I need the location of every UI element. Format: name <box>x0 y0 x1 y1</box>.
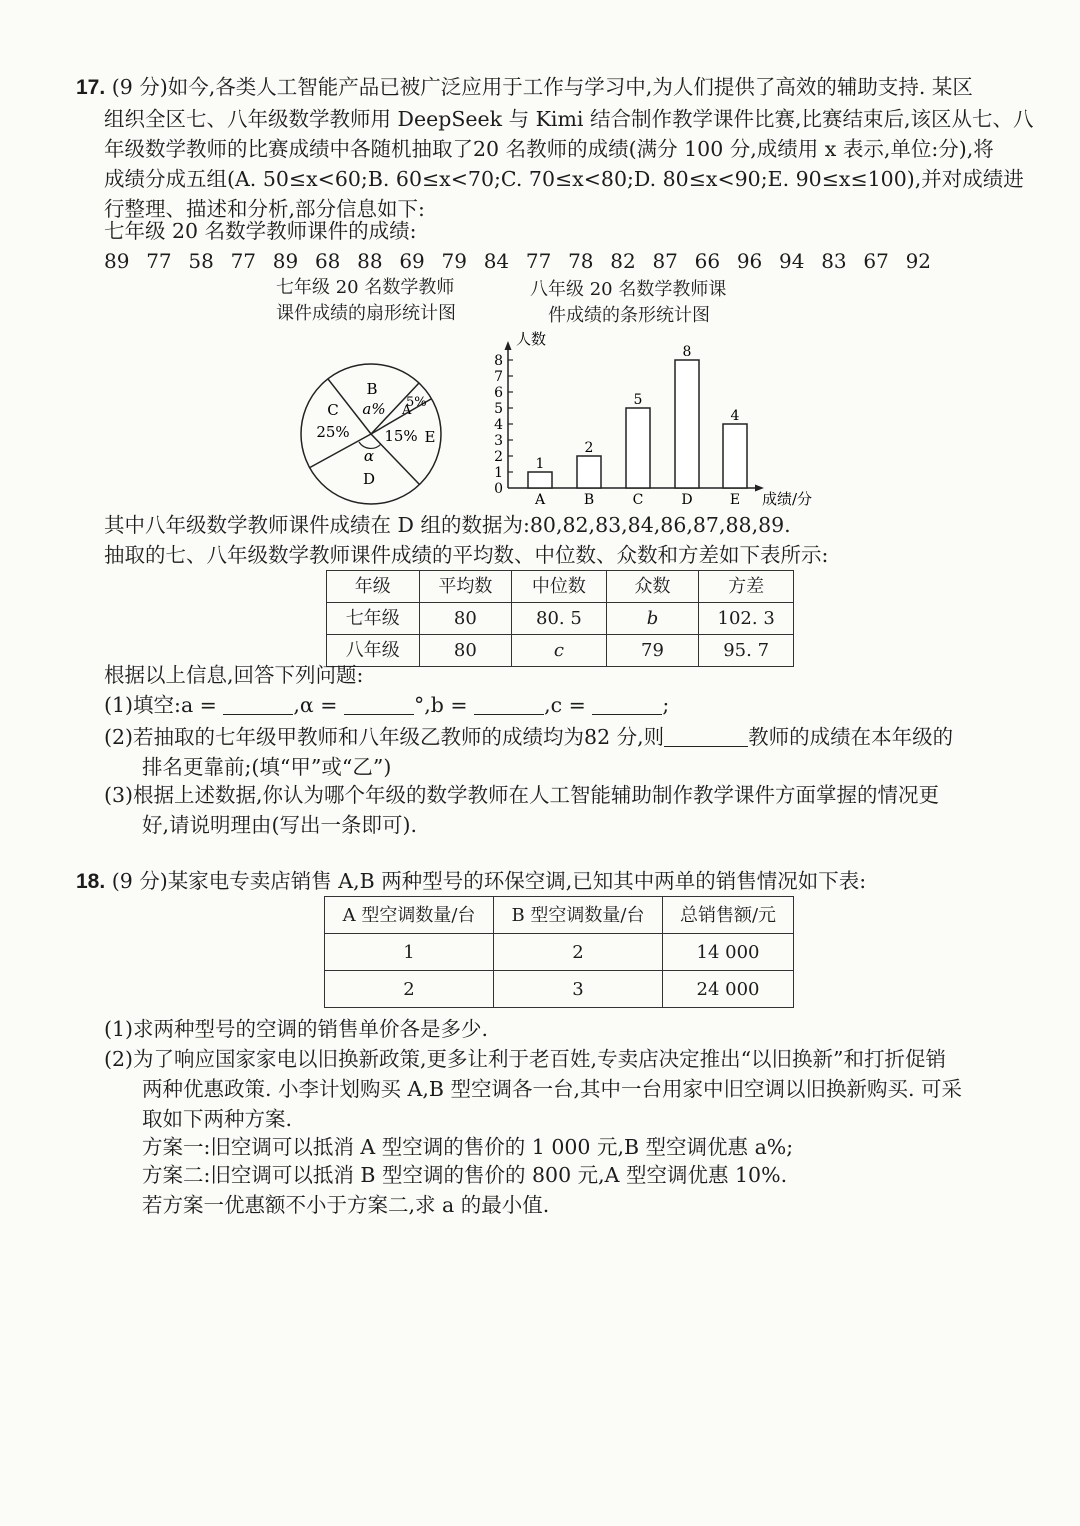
blank-part2[interactable] <box>664 724 748 747</box>
stats-table <box>326 570 794 667</box>
stats-header-cell: 众数 <box>606 571 699 603</box>
q18-intro-line <box>76 866 866 897</box>
pie-label-d: D <box>362 470 376 488</box>
score-value: 58 <box>188 249 214 273</box>
bar-y-tick-label: 4 <box>494 417 503 433</box>
q18-question: 若方案一优惠额不小于方案二,求 a 的最小值. <box>142 1193 550 1217</box>
q17-part2-line1 <box>104 722 953 753</box>
q18-plan1: 方案一:旧空调可以抵消 A 型空调的售价的 1 000 元,B 型空调优惠 a%; <box>142 1135 794 1159</box>
sales-header-cell: 总销售额/元 <box>663 897 794 934</box>
score-value: 84 <box>483 249 510 273</box>
bar-C <box>626 408 650 488</box>
q18-plan2: 方案二:旧空调可以抵消 B 型空调的售价的 800 元,A 型空调优惠 10%. <box>142 1163 788 1187</box>
part1-end: ; <box>662 693 670 717</box>
pie-chart <box>296 356 466 516</box>
sales-table <box>324 896 794 1008</box>
bar-value-label: 4 <box>730 408 740 424</box>
pie-title-1: 七年级 20 名数学教师 <box>276 277 455 298</box>
pie-label-alpha: α <box>363 447 375 465</box>
pie-title-2: 课件成绩的扇形统计图 <box>276 303 456 324</box>
pie-label-e-pct: 15% <box>384 427 418 445</box>
score-value: 82 <box>610 249 636 273</box>
bar-y-tick-label: 6 <box>494 385 503 401</box>
q17-number: 17. <box>76 76 106 99</box>
q17-table-intro: 抽取的七、八年级数学教师课件成绩的平均数、中位数、众数和方差如下表所示: <box>104 543 829 567</box>
bar-D <box>675 360 699 488</box>
stats-cell: 80. 5 <box>512 603 607 635</box>
sales-cell: 14 000 <box>663 934 794 971</box>
score-value: 68 <box>314 249 341 273</box>
bar-y-arrow <box>505 341 512 350</box>
stats-cell: 102. 3 <box>699 603 794 635</box>
score-value: 69 <box>399 249 425 273</box>
bar-category-label: B <box>583 492 595 508</box>
q18-part2-line3: 取如下两种方案. <box>142 1107 293 1131</box>
q17-part1 <box>104 690 669 721</box>
bar-value-label: 1 <box>535 456 545 472</box>
pie-label-e: E <box>424 428 436 446</box>
pie-label-c-pct: 25% <box>316 423 350 441</box>
part2-text-a: (2)若抽取的七年级甲教师和八年级乙教师的成绩均为82 分,则 <box>104 725 665 749</box>
bar-y-tick-label: 1 <box>494 465 503 481</box>
q18-intro: (9 分)某家电专卖店销售 A,B 两种型号的环保空调,已知其中两单的销售情况如下表: <box>111 869 867 893</box>
q17-line-2: 组织全区七、八年级数学教师用 DeepSeek 与 Kimi 结合制作教学课件比赛,比赛结束后,该区从七、八 <box>104 107 1034 131</box>
part1-prefix: (1)填空:a = <box>104 693 217 717</box>
score-value: 89 <box>104 249 130 273</box>
stats-row <box>327 603 794 635</box>
bar-y-tick-label: 7 <box>494 369 503 385</box>
stats-header-cell: 方差 <box>699 571 794 603</box>
score-value: 77 <box>525 249 552 273</box>
blank-alpha[interactable] <box>344 692 414 715</box>
blank-c[interactable] <box>592 692 662 715</box>
score-value: 94 <box>779 249 805 273</box>
score-value: 77 <box>230 249 257 273</box>
sales-cell: 24 000 <box>663 971 794 1008</box>
score-value: 92 <box>905 249 932 273</box>
q17-part2-line2: 排名更靠前;(填“甲”或“乙”) <box>142 755 392 779</box>
score-value: 66 <box>694 249 721 273</box>
stats-header-row <box>327 571 794 603</box>
stats-header-cell: 年级 <box>327 571 420 603</box>
part2-text-b: 教师的成绩在本年级的 <box>748 725 954 749</box>
bar-value-label: 5 <box>633 392 643 408</box>
stats-cell: 95. 7 <box>699 635 794 667</box>
score-value: 67 <box>863 249 889 273</box>
q17-d-group: 其中八年级数学教师课件成绩在 D 组的数据为:80,82,83,84,86,87,88,89. <box>104 513 791 537</box>
stats-cell: 八年级 <box>327 635 420 667</box>
sales-row <box>325 971 794 1008</box>
sales-row <box>325 934 794 971</box>
q17-line-5: 行整理、描述和分析,部分信息如下: <box>104 197 425 221</box>
q17-line-3: 年级数学教师的比赛成绩中各随机抽取了20 名教师的成绩(满分 100 分,成绩用 x 表示,单位:分),将 <box>104 137 994 161</box>
stats-header-cell: 平均数 <box>419 571 512 603</box>
stats-cell: 七年级 <box>327 603 420 635</box>
q17-line-1 <box>76 72 973 103</box>
bar-A <box>528 472 552 488</box>
bar-E <box>723 424 747 488</box>
sales-header-row <box>325 897 794 934</box>
bar-chart <box>476 326 836 510</box>
grade7-scores-list <box>104 246 948 277</box>
pie-label-a: A <box>402 403 412 418</box>
bar-y-label: 人数 <box>516 330 547 348</box>
score-value: 87 <box>652 249 678 273</box>
bar-category-label: C <box>632 492 644 508</box>
bar-category-label: A <box>534 492 546 508</box>
pie-label-c: C <box>327 401 339 419</box>
bar-y-tick-label: 0 <box>494 481 503 497</box>
pie-label-b: B <box>366 380 378 398</box>
bar-category-label: E <box>729 492 741 508</box>
bar-value-label: 8 <box>682 344 692 360</box>
bar-y-tick-label: 2 <box>494 449 503 465</box>
stats-cell: 79 <box>606 635 699 667</box>
pie-label-b-pct: a% <box>362 400 386 418</box>
sales-header-cell: B 型空调数量/台 <box>494 897 663 934</box>
sales-cell: 1 <box>325 934 494 971</box>
part1-alpha: ,α = <box>293 693 338 717</box>
score-value: 79 <box>441 249 467 273</box>
q18-part2-line1: (2)为了响应国家家电以旧换新政策,更多让利于老百姓,专卖店决定推出“以旧换新”和打折促销 <box>104 1047 947 1071</box>
bar-y-tick-label: 8 <box>494 353 503 369</box>
part1-b: °,b = <box>414 693 468 717</box>
bar-value-label: 2 <box>584 440 594 456</box>
bar-category-label: D <box>681 492 693 508</box>
q18-part2-line2: 两种优惠政策. 小李计划购买 A,B 型空调各一台,其中一台用家中旧空调以旧换新购买. 可采 <box>142 1077 962 1101</box>
stats-cell: 80 <box>419 635 512 667</box>
bar-x-label: 成绩/分 <box>762 490 813 508</box>
score-value: 88 <box>357 249 383 273</box>
q17-text-1: (9 分)如今,各类人工智能产品已被广泛应用于工作与学习中,为人们提供了高效的辅助支持. 某区 <box>111 75 973 99</box>
stats-header-cell: 中位数 <box>512 571 607 603</box>
sales-cell: 2 <box>494 934 663 971</box>
score-value: 96 <box>736 249 763 273</box>
bar-y-tick-label: 3 <box>494 433 503 449</box>
sales-header-cell: A 型空调数量/台 <box>325 897 494 934</box>
bar-y-tick-label: 5 <box>494 401 503 417</box>
q17-line-4: 成绩分成五组(A. 50≤x<60;B. 60≤x<70;C. 70≤x<80;D. 80≤x<90;E. 90≤x≤100),并对成绩进 <box>104 167 1024 191</box>
sales-cell: 3 <box>494 971 663 1008</box>
bar-B <box>577 456 601 488</box>
q18-number: 18. <box>76 870 106 893</box>
sales-cell: 2 <box>325 971 494 1008</box>
q17-line-6: 七年级 20 名数学教师课件的成绩: <box>104 219 417 243</box>
score-value: 77 <box>146 249 172 273</box>
pie-label-a-pct: 5% <box>406 395 427 410</box>
q17-part3-line2: 好,请说明理由(写出一条即可). <box>142 813 418 837</box>
bar-title-2: 件成绩的条形统计图 <box>548 305 710 326</box>
score-value: 78 <box>568 249 594 273</box>
blank-a[interactable] <box>223 692 293 715</box>
part1-c: ,c = <box>544 693 586 717</box>
stats-row <box>327 635 794 667</box>
q17-answer-intro: 根据以上信息,回答下列问题: <box>104 663 364 687</box>
stats-cell: c <box>512 635 607 667</box>
score-value: 83 <box>821 249 847 273</box>
score-value: 89 <box>272 249 299 273</box>
q17-part3-line1: (3)根据上述数据,你认为哪个年级的数学教师在人工智能辅助制作教学课件方面掌握的情况更 <box>104 783 940 807</box>
blank-b[interactable] <box>474 692 544 715</box>
bar-title-1: 八年级 20 名数学教师课 <box>530 279 727 300</box>
stats-cell: 80 <box>419 603 512 635</box>
stats-cell: b <box>606 603 699 635</box>
q18-part1: (1)求两种型号的空调的销售单价各是多少. <box>104 1017 489 1041</box>
